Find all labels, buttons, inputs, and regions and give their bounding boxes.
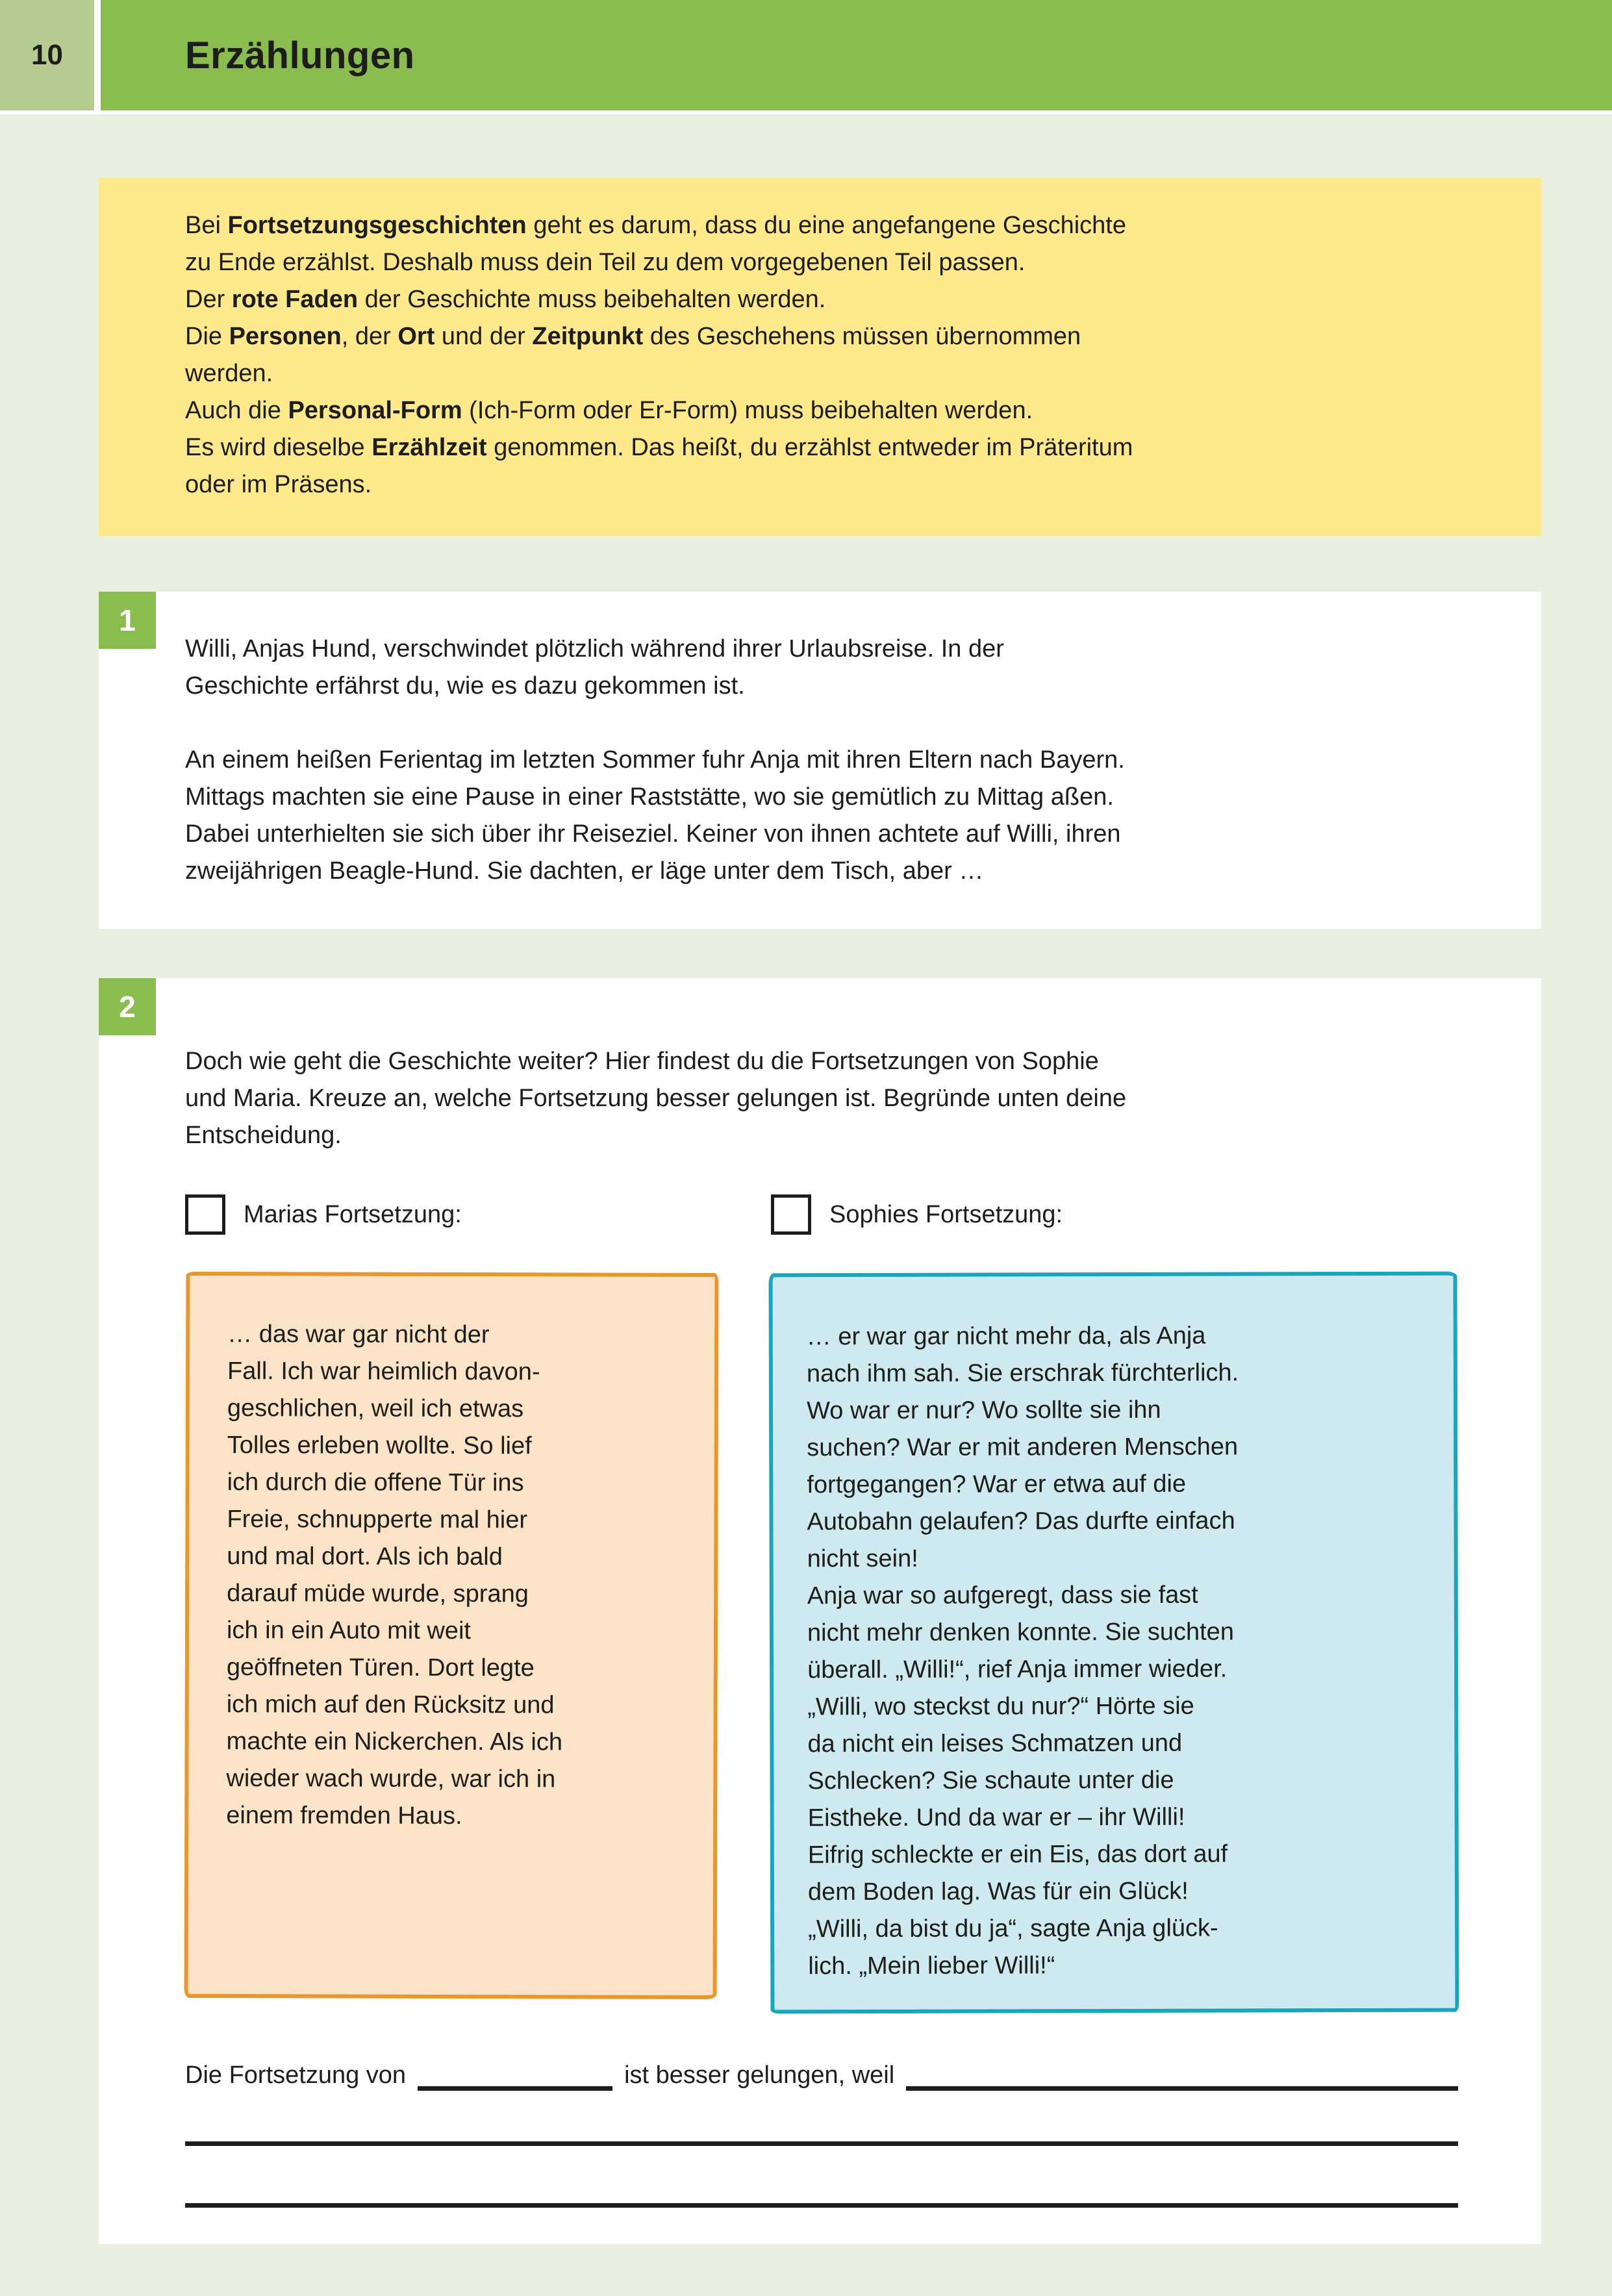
chapter-title-bar [101,0,1612,110]
maria-checkbox-label: Marias Fortsetzung: [244,1200,462,1228]
story-boxes-row [185,1272,1458,2013]
info-box [99,177,1541,536]
conclusion-blank-reason[interactable] [906,2062,1458,2091]
info-box-text: Bei Fortsetzungsgeschichten geht es darum, dass du eine angefangene Geschichte zu Ende erzählst. Deshalb muss dein Teil zu dem vorgegebenen Teil passen. Der rote Faden der Geschichte muss beibehalten werden. Die Personen, der Ort und der Zeitpunkt des Geschehens müssen übernommen werden. Auch die Personal-Form (Ich-Form oder Er-Form) muss beibehalten werden. Es wird dieselbe Erzählzeit genommen. Das heißt, du erzählst entweder im Präteritum oder im Präsens. [185,212,1133,498]
maria-check-item [185,1194,771,1235]
sophie-story-text: … er war gar nicht mehr da, als Anja nach ihm sah. Sie erschrak fürchterlich. Wo war er nur? Wo sollte sie ihn suchen? War er mit anderen Menschen fortgegangen? War er etwa auf die Autobahn gelaufen? Das durfte einfach nicht sein! Anja war so aufgeregt, dass sie fast nicht mehr denken konnte. Sie suchten überall. „Willi!“, rief Anja immer wieder. „Willi, wo steckst du nur?“ Hörte sie da nicht ein leises Schmatzen und Schlecken? Sie schaute unter die Eistheke. Und da war er – ihr Willi! Eifrig schleckte er ein Eis, das dort auf dem Boden lag. Was für ein Glück! „Willi, da bist du ja“, sagte Anja glück- lich. „Mein lieber Willi!“ [806,1322,1239,1980]
chapter-number-tab [0,0,94,110]
task-1-number-badge [99,592,156,649]
header-divider [94,0,101,110]
task-2-number: 2 [119,990,136,1024]
conclusion-blank-name[interactable] [418,2062,612,2091]
checkbox-row [185,1194,1458,1235]
page-title: Erzählungen [185,34,415,77]
writing-line-2[interactable] [185,2203,1458,2208]
task-2-number-badge [99,978,156,1035]
sophie-checkbox-label: Sophies Fortsetzung: [829,1200,1063,1228]
sophie-check-item [771,1194,1063,1235]
maria-story-text: … das war gar nicht der Fall. Ich war heimlich davon- geschlichen, weil ich etwas Tolles erleben wollte. So lief ich durch die offene Tür ins Freie, schnupperte mal hier und mal dort. Als ich bald darauf müde wurde, sprang ich in ein Auto mit weit geöffneten Türen. Dort legte ich mich auf den Rücksitz und machte ein Nickerchen. Als ich wieder wach wurde, war ich in einem fremden Haus. [226,1320,563,1830]
chapter-number: 10 [31,39,63,71]
maria-checkbox[interactable] [185,1194,225,1235]
sophie-story-box [769,1272,1459,2014]
task-1-instruction: Willi, Anjas Hund, verschwindet plötzlich während ihrer Urlaubsreise. In der Geschichte erfährst du, wie es dazu gekommen ist. [185,635,1004,700]
writing-line-1[interactable] [185,2141,1458,2146]
conclusion-sentence [185,2060,1458,2091]
conclusion-prefix: Die Fortsetzung von [185,2062,407,2089]
task-1-story-text: An einem heißen Ferientag im letzten Sommer fuhr Anja mit ihren Eltern nach Bayern. Mittags machten sie eine Pause in einer Raststätte, wo sie gemütlich zu Mittag aßen. Dabei unterhielten sie sich über ihr Reiseziel. Keiner von ihnen achtete auf Willi, ihren zweijährigen Beagle-Hund. Sie dachten, er läge unter dem Tisch, aber … [185,746,1125,885]
content-column [99,177,1541,2244]
task-2-instruction: Doch wie geht die Geschichte weiter? Hier findest du die Fortsetzungen von Sophie und Maria. Kreuze an, welche Fortsetzung besser gelungen ist. Begründe unten deine Entscheidung. [185,1048,1127,1149]
page-header [0,0,1612,114]
task-1-section [99,592,1541,929]
maria-story-box [184,1272,719,1999]
task-2-section [99,978,1541,2244]
sophie-checkbox[interactable] [771,1194,811,1235]
task-1-number: 1 [119,603,136,637]
conclusion-middle: ist besser gelungen, weil [624,2062,895,2089]
